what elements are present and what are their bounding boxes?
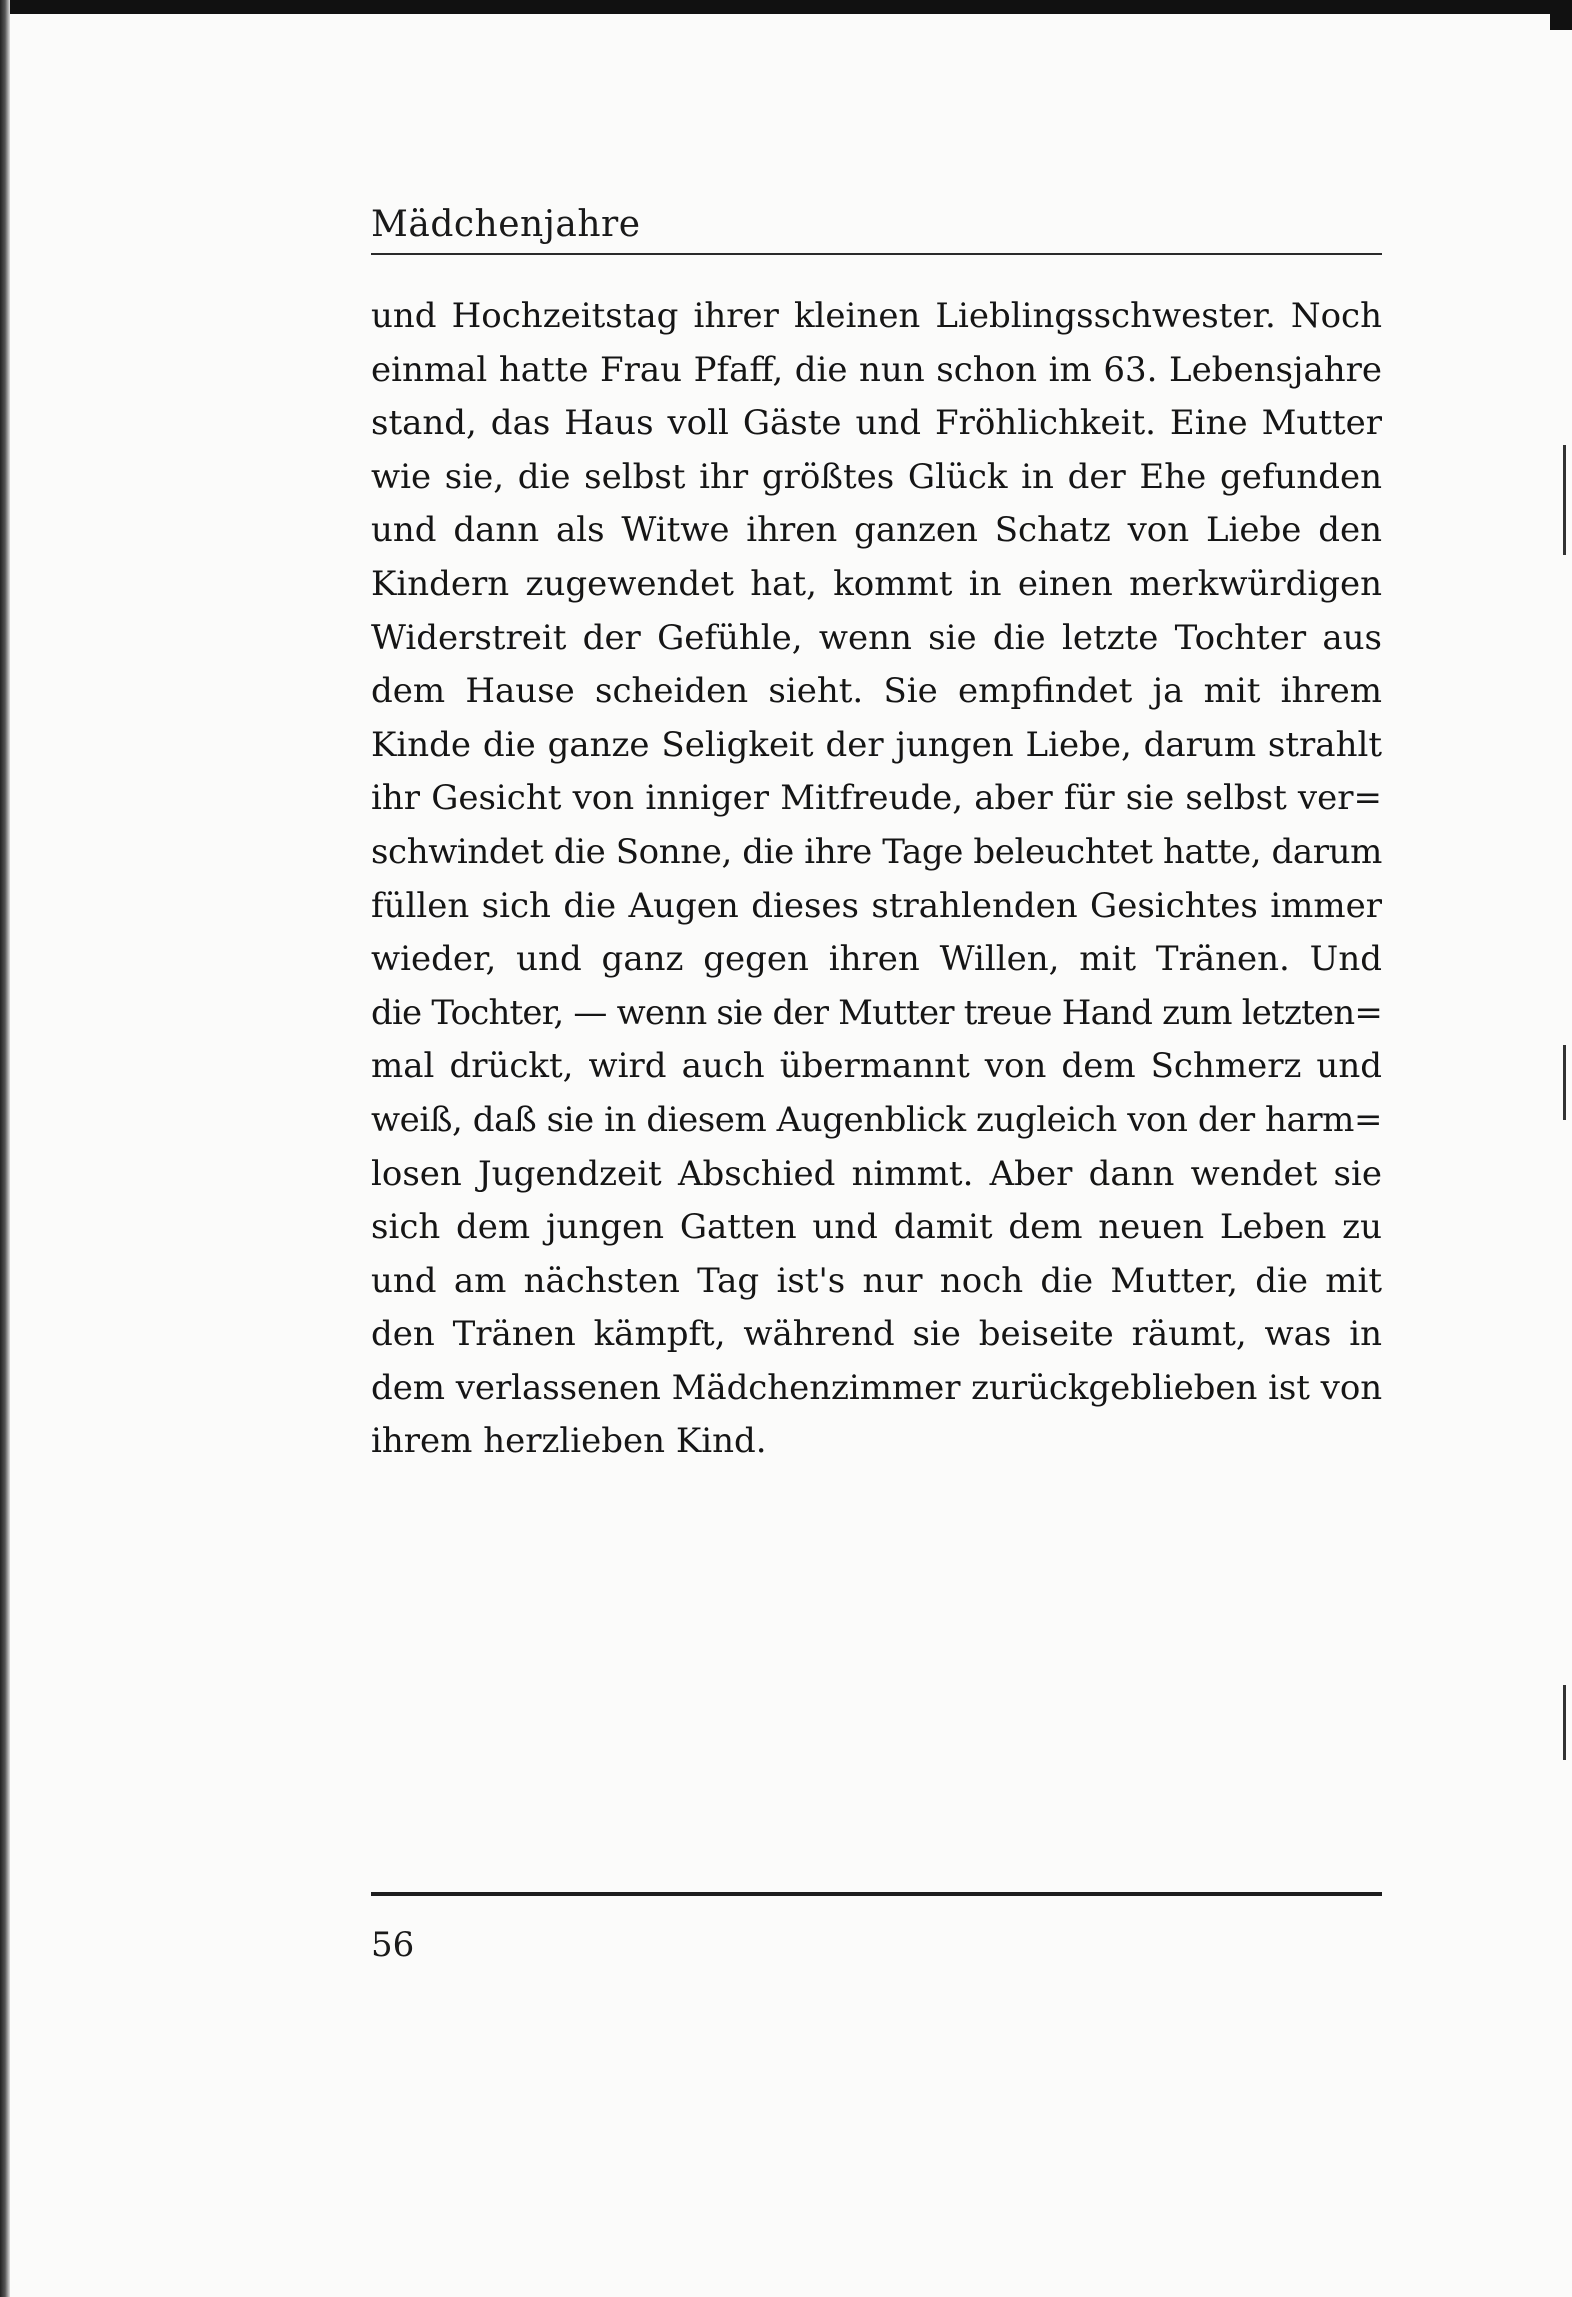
text-line: Kindern zugewendet hat, kommt in einen merkwürdigen	[371, 563, 1382, 604]
body-text	[371, 290, 1382, 1469]
scan-right-mark	[1563, 1685, 1566, 1760]
text-line: wie sie, die selbst ihr größtes Glück in der Ehe gefunden	[371, 456, 1382, 497]
text-line: losen Jugendzeit Abschied nimmt. Aber dann wendet sie	[371, 1153, 1382, 1194]
header-rule	[371, 253, 1382, 255]
text-line: den Tränen kämpft, während sie beiseite räumt, was in	[371, 1314, 1382, 1355]
text-line: Widerstreit der Gefühle, wenn sie die letzte Tochter aus	[371, 617, 1382, 658]
text-line: Kinde die ganze Seligkeit der jungen Liebe, darum strahlt	[371, 724, 1382, 765]
scan-corner-mark	[1550, 0, 1572, 30]
text-line: einmal hatte Frau Pfaff, die nun schon im 63. Lebensjahre	[371, 349, 1382, 390]
page-number: 56	[371, 1925, 415, 1965]
scan-right-mark	[1563, 445, 1566, 555]
text-line: dem Hause scheiden sieht. Sie empfindet ja mit ihrem	[371, 671, 1382, 712]
text-line: dem verlassenen Mädchenzimmer zurückgeblieben ist von	[371, 1367, 1383, 1408]
text-line: füllen sich die Augen dieses strahlenden Gesichtes immer	[371, 885, 1382, 926]
running-head: Mädchenjahre	[371, 204, 641, 245]
text-line: und dann als Witwe ihren ganzen Schatz von Liebe den	[371, 510, 1382, 551]
text-line: stand, das Haus voll Gäste und Fröhlichkeit. Eine Mutter	[371, 403, 1382, 444]
text-line: wieder, und ganz gegen ihren Willen, mit Tränen. Und	[371, 939, 1382, 980]
scan-right-mark	[1563, 1045, 1566, 1120]
text-line: die Tochter, — wenn sie der Mutter treue Hand zum letzten=	[371, 992, 1382, 1033]
footer-rule	[371, 1892, 1382, 1896]
text-line: mal drückt, wird auch übermannt von dem Schmerz und	[371, 1046, 1382, 1087]
text-line: weiß, daß sie in diesem Augenblick zugleich von der harm=	[371, 1099, 1382, 1140]
text-line: sich dem jungen Gatten und damit dem neuen Leben zu	[371, 1207, 1382, 1248]
text-line: schwindet die Sonne, die ihre Tage beleuchtet hatte, darum	[371, 831, 1383, 872]
scan-top-border	[0, 0, 1572, 14]
text-line: und Hochzeitstag ihrer kleinen Lieblingsschwester. Noch	[371, 296, 1382, 336]
text-line: ihrem herzlieben Kind.	[371, 1421, 767, 1462]
scan-left-edge	[0, 0, 10, 2297]
text-line: und am nächsten Tag ist's nur noch die Mutter, die mit	[371, 1260, 1382, 1301]
text-line: ihr Gesicht von inniger Mitfreude, aber für sie selbst ver=	[371, 778, 1382, 819]
